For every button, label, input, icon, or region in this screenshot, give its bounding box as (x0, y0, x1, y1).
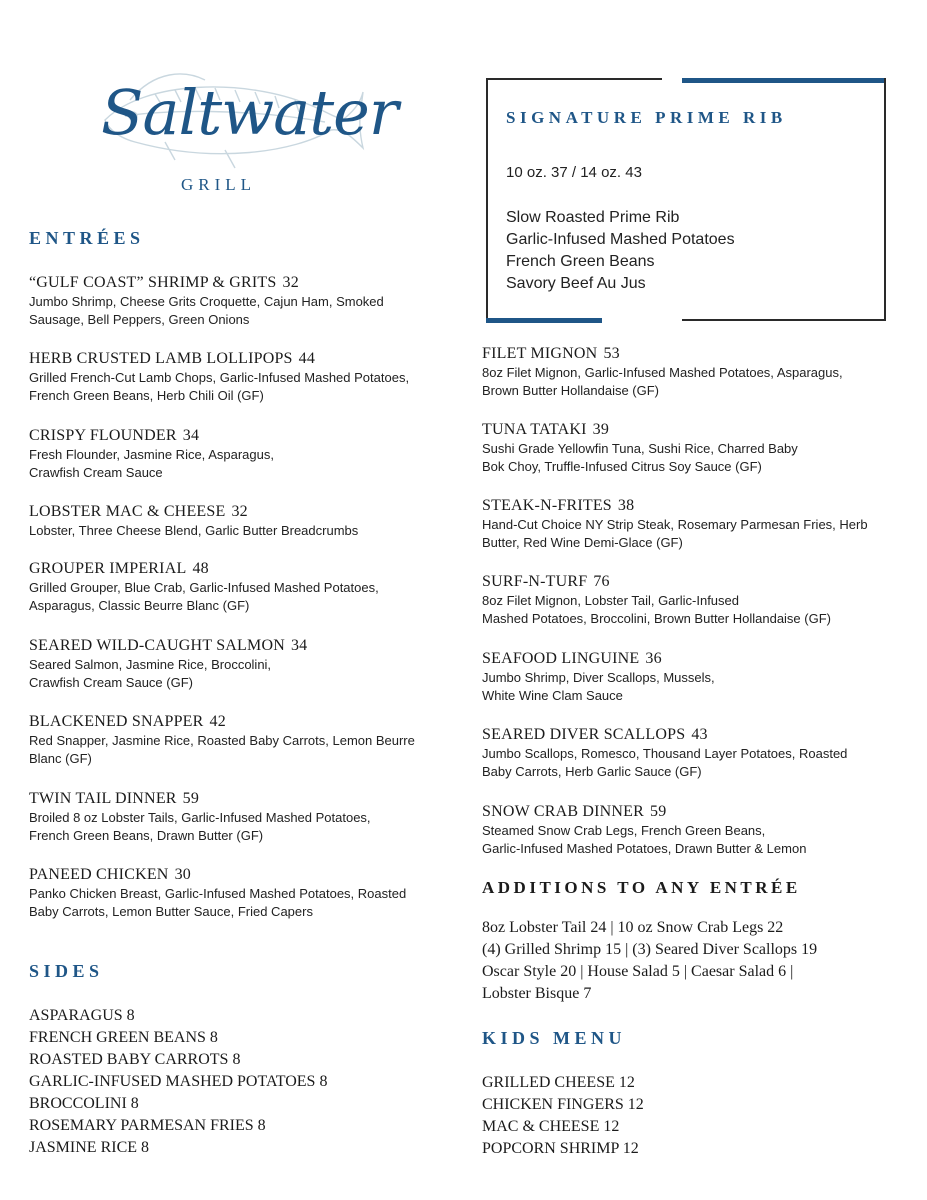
menu-item-title: “GULF COAST” SHRIMP & GRITS (29, 274, 277, 291)
menu-item-title: SEARED WILD-CAUGHT SALMON (29, 637, 285, 654)
logo-script-text: Saltwater (101, 76, 398, 149)
menu-item (29, 349, 449, 405)
menu-item-price: 43 (691, 726, 708, 743)
menu-item-price: 36 (645, 650, 662, 667)
menu-item-name (29, 712, 449, 732)
menu-item-description: Blanc (GF) (29, 751, 92, 766)
menu-item-title: HERB CRUSTED LAMB LOLLIPOPS (29, 350, 293, 367)
sides-title: SIDES (29, 961, 104, 981)
logo (95, 60, 398, 200)
menu-item-description: Crawfish Cream Sauce (29, 465, 163, 480)
menu-item-price: 39 (592, 421, 610, 438)
menu-item-description: Hand-Cut Choice NY Strip Steak, Rosemary Parmesan Fries, Herb (482, 517, 868, 532)
menu-item-title: FILET MIGNON (482, 345, 598, 362)
menu-item-description: Sushi Grade Yellowfin Tuna, Sushi Rice, Charred Baby (482, 441, 798, 456)
additions-list (482, 917, 817, 1005)
side-item: ASPARAGUS 8 (29, 1007, 135, 1024)
menu-item-description: Jumbo Shrimp, Diver Scallops, Mussels, (482, 670, 715, 685)
menu-item-name (482, 725, 902, 745)
menu-item-name (482, 344, 902, 364)
menu-item-name (482, 572, 902, 592)
menu-item-description: Panko Chicken Breast, Garlic-Infused Mashed Potatoes, Roasted (29, 886, 407, 901)
menu-item-price: 44 (298, 350, 316, 367)
kids-item: POPCORN SHRIMP 12 (482, 1140, 639, 1157)
menu-item (482, 802, 902, 858)
menu-item-name (482, 802, 902, 822)
menu-item-title: SEARED DIVER SCALLOPS (482, 726, 686, 743)
menu-item-price: 38 (617, 497, 635, 514)
entrees-title: ENTRÉES (29, 228, 145, 248)
menu-item (29, 712, 449, 768)
menu-item-description: White Wine Clam Sauce (482, 688, 623, 703)
menu-item-name (29, 426, 449, 446)
menu-item-name (29, 559, 449, 579)
side-item: GARLIC-INFUSED MASHED POTATOES 8 (29, 1073, 328, 1090)
menu-item-title: SURF-N-TURF (482, 573, 588, 590)
menu-item-description: Jumbo Scallops, Romesco, Thousand Layer Potatoes, Roasted (482, 746, 848, 761)
menu-item (482, 572, 902, 628)
menu-item (29, 559, 449, 615)
kids-title: KIDS MENU (482, 1028, 627, 1048)
menu-item (29, 865, 449, 921)
prime-rib-sizes: 10 oz. 37 / 14 oz. 43 (506, 164, 642, 181)
addition-line: (4) Grilled Shrimp 15 | (3) Seared Diver Scallops 19 (482, 941, 818, 958)
kids-item: CHICKEN FINGERS 12 (482, 1096, 644, 1113)
menu-item-description: Fresh Flounder, Jasmine Rice, Asparagus, (29, 447, 274, 462)
sides-list (29, 1005, 327, 1159)
menu-item-description: French Green Beans, Herb Chili Oil (GF) (29, 388, 264, 403)
menu-item-description: 8oz Filet Mignon, Lobster Tail, Garlic-Infused (482, 593, 739, 608)
menu-item-title: SNOW CRAB DINNER (482, 803, 645, 820)
menu-item-title: TUNA TATAKI (482, 421, 587, 438)
menu-item-description: Butter, Red Wine Demi-Glace (GF) (482, 535, 683, 550)
menu-item (29, 502, 449, 540)
menu-item-description: Brown Butter Hollandaise (GF) (482, 383, 660, 398)
menu-item (482, 649, 902, 705)
menu-item-price: 34 (290, 637, 308, 654)
menu-item (482, 344, 902, 400)
menu-item (29, 273, 449, 329)
menu-item-name (482, 649, 902, 669)
menu-item-name (29, 636, 449, 656)
side-item: ROASTED BABY CARROTS 8 (29, 1051, 241, 1068)
menu-item-description: Grilled French-Cut Lamb Chops, Garlic-Infused Mashed Potatoes, (29, 370, 410, 385)
menu-item-title: SEAFOOD LINGUINE (482, 650, 640, 667)
menu-item-description: Jumbo Shrimp, Cheese Grits Croquette, Cajun Ham, Smoked (29, 294, 384, 309)
menu-item-title: PANEED CHICKEN (29, 866, 169, 883)
menu-item-price: 34 (182, 427, 200, 444)
menu-item-description: Baby Carrots, Lemon Butter Sauce, Fried Capers (29, 904, 313, 919)
kids-item: GRILLED CHEESE 12 (482, 1074, 635, 1091)
menu-item (482, 725, 902, 781)
menu-item-title: STEAK-N-FRITES (482, 497, 612, 514)
menu-item-description: 8oz Filet Mignon, Garlic-Infused Mashed Potatoes, Asparagus, (482, 365, 843, 380)
prime-rib-component: Savory Beef Au Jus (506, 275, 646, 292)
side-item: FRENCH GREEN BEANS 8 (29, 1029, 218, 1046)
menu-item-description: Grilled Grouper, Blue Crab, Garlic-Infused Mashed Potatoes, (29, 580, 379, 595)
menu-item-description: Seared Salmon, Jasmine Rice, Broccolini, (29, 657, 272, 672)
menu-item-title: CRISPY FLOUNDER (29, 427, 177, 444)
kids-item: MAC & CHEESE 12 (482, 1118, 620, 1135)
prime-rib-component: Garlic-Infused Mashed Potatoes (506, 231, 735, 248)
menu-item-title: LOBSTER MAC & CHEESE (29, 503, 226, 520)
menu-item-description: Bok Choy, Truffle-Infused Citrus Soy Sauce (GF) (482, 459, 762, 474)
menu-item-price: 59 (182, 790, 200, 807)
prime-rib-items (506, 207, 735, 295)
menu-item-description: Crawfish Cream Sauce (GF) (29, 675, 193, 690)
menu-item (29, 426, 449, 482)
menu-item-description: Garlic-Infused Mashed Potatoes, Drawn Butter & Lemon (482, 841, 807, 856)
menu-item-description: Lobster, Three Cheese Blend, Garlic Butter Breadcrumbs (29, 523, 359, 538)
menu-item-price: 30 (174, 866, 191, 883)
menu-item-description: French Green Beans, Drawn Butter (GF) (29, 828, 264, 843)
menu-item-name (29, 865, 449, 885)
menu-item-price: 32 (231, 503, 248, 520)
prime-rib-title: SIGNATURE PRIME RIB (506, 108, 787, 127)
menu-item-description: Red Snapper, Jasmine Rice, Roasted Baby Carrots, Lemon Beurre (29, 733, 415, 748)
menu-item-title: GROUPER IMPERIAL (29, 560, 187, 577)
side-item: JASMINE RICE 8 (29, 1139, 150, 1156)
menu-item-price: 53 (603, 345, 620, 362)
menu-item-description: Broiled 8 oz Lobster Tails, Garlic-Infused Mashed Potatoes, (29, 810, 371, 825)
menu-item-name (29, 349, 449, 369)
menu-item-description: Mashed Potatoes, Broccolini, Brown Butter Hollandaise (GF) (482, 611, 831, 626)
menu-item (29, 789, 449, 845)
menu-item-description: Steamed Snow Crab Legs, French Green Beans, (482, 823, 766, 838)
side-item: ROSEMARY PARMESAN FRIES 8 (29, 1117, 266, 1134)
menu-item-title: BLACKENED SNAPPER (29, 713, 204, 730)
menu-item-name (29, 502, 449, 522)
menu-item-name (482, 496, 902, 516)
menu-item-price: 48 (192, 560, 209, 577)
prime-rib-component: Slow Roasted Prime Rib (506, 209, 680, 226)
menu-item (482, 420, 902, 476)
side-item: BROCCOLINI 8 (29, 1095, 139, 1112)
menu-item-price: 76 (593, 573, 610, 590)
kids-list (482, 1072, 644, 1160)
addition-line: Lobster Bisque 7 (482, 985, 592, 1002)
menu-item-price: 32 (282, 274, 299, 291)
menu-item (482, 496, 902, 552)
additions-title: ADDITIONS TO ANY ENTRÉE (482, 878, 801, 897)
menu-item-price: 59 (650, 803, 667, 820)
menu-item-description: Baby Carrots, Herb Garlic Sauce (GF) (482, 764, 702, 779)
menu-item-name (29, 789, 449, 809)
addition-line: 8oz Lobster Tail 24 | 10 oz Snow Crab Legs 22 (482, 919, 784, 936)
addition-line: Oscar Style 20 | House Salad 5 | Caesar Salad 6 | (482, 963, 794, 980)
menu-item-name (482, 420, 902, 440)
menu-item-price: 42 (209, 713, 226, 730)
menu-item (29, 636, 449, 692)
menu-item-name (29, 273, 449, 293)
menu-item-description: Asparagus, Classic Beurre Blanc (GF) (29, 598, 250, 613)
menu-item-title: TWIN TAIL DINNER (29, 790, 177, 807)
prime-rib-component: French Green Beans (506, 253, 655, 270)
menu-item-description: Sausage, Bell Peppers, Green Onions (29, 312, 250, 327)
logo-subtitle: GRILL (181, 175, 257, 194)
